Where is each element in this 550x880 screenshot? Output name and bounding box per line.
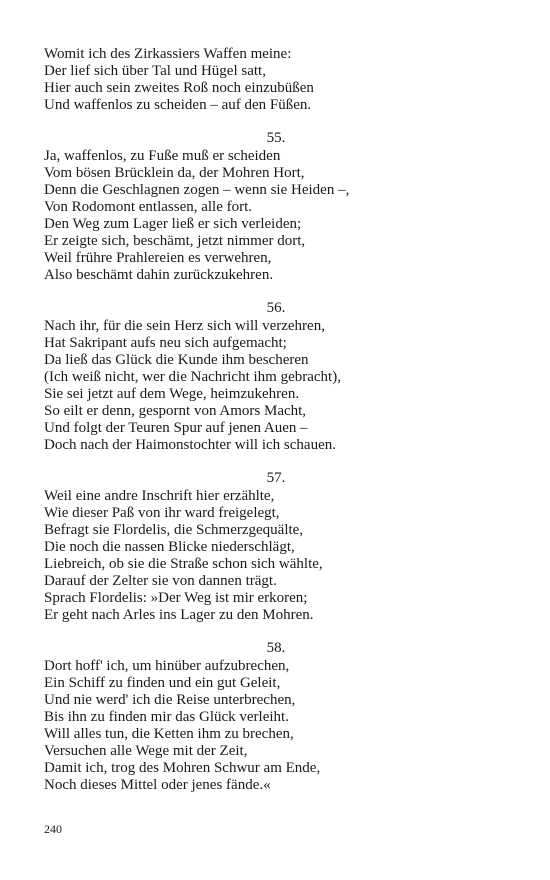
stanza-58 <box>44 640 504 794</box>
verse-line: Und waffenlos zu scheiden – auf den Füßen. <box>44 97 312 113</box>
verse-line: Weil frühre Prahlereien es verwehren, <box>44 250 272 266</box>
stanza-number: 57. <box>266 470 286 486</box>
verse-line: Dort hoff' ich, um hinüber aufzubrechen, <box>44 658 290 674</box>
verse-line: Will alles tun, die Ketten ihm zu brechen, <box>44 726 294 742</box>
verse-line: So eilt er denn, gespornt von Amors Macht, <box>44 403 307 419</box>
verse-line: Wie dieser Paß von ihr ward freigelegt, <box>44 505 280 521</box>
verse-line: (Ich weiß nicht, wer die Nachricht ihm gebracht), <box>44 369 341 385</box>
stanza-number: 58. <box>266 640 286 656</box>
verse-line: Vom bösen Brücklein da, der Mohren Hort, <box>44 165 305 181</box>
stanza-number: 55. <box>266 130 286 146</box>
verse-line: Der lief sich über Tal und Hügel satt, <box>44 63 266 79</box>
verse-line: Ein Schiff zu finden und ein gut Geleit, <box>44 675 281 691</box>
verse-line: Noch dieses Mittel oder jenes fände.« <box>44 777 271 793</box>
stanza-56 <box>44 300 504 454</box>
verse-line: Er geht nach Arles ins Lager zu den Mohren. <box>44 607 314 623</box>
page-number: 240 <box>44 822 62 836</box>
verse-line: Damit ich, trog des Mohren Schwur am Ende, <box>44 760 321 776</box>
verse-line: Doch nach der Haimonstochter will ich schauen. <box>44 437 336 453</box>
verse-line: Hat Sakripant aufs neu sich aufgemacht; <box>44 335 287 351</box>
verse-line: Befragt sie Flordelis, die Schmerzgequälte, <box>44 522 304 538</box>
verse-line: Darauf der Zelter sie von dannen trägt. <box>44 573 277 589</box>
verse-line: Denn die Geschlagnen zogen – wenn sie Heiden –, <box>44 182 350 198</box>
verse-line: Weil eine andre Inschrift hier erzählte, <box>44 488 275 504</box>
stanza-55 <box>44 130 504 284</box>
verse-line: Nach ihr, für die sein Herz sich will verzehren, <box>44 318 325 334</box>
verse-line: Hier auch sein zweites Roß noch einzubüßen <box>44 80 314 96</box>
verse-line: Von Rodomont entlassen, alle fort. <box>44 199 253 215</box>
verse-line: Versuchen alle Wege mit der Zeit, <box>44 743 248 759</box>
verse-line: Und folgt der Teuren Spur auf jenen Auen – <box>44 420 308 436</box>
book-page <box>44 46 504 810</box>
verse-line: Er zeigte sich, beschämt, jetzt nimmer dort, <box>44 233 306 249</box>
verse-line: Da ließ das Glück die Kunde ihm bescheren <box>44 352 309 368</box>
verse-line: Die noch die nassen Blicke niederschlägt, <box>44 539 295 555</box>
verse-line: Ja, waffenlos, zu Fuße muß er scheiden <box>44 148 281 164</box>
verse-line: Sprach Flordelis: »Der Weg ist mir erkoren; <box>44 590 308 606</box>
verse-line: Den Weg zum Lager ließ er sich verleiden; <box>44 216 302 232</box>
verse-line: Und nie werd' ich die Reise unterbrechen, <box>44 692 296 708</box>
verse-line: Liebreich, ob sie die Straße schon sich wählte, <box>44 556 323 572</box>
verse-line: Womit ich des Zirkassiers Waffen meine: <box>44 46 292 62</box>
verse-line: Sie sei jetzt auf dem Wege, heimzukehren. <box>44 386 300 402</box>
stanza-continuation <box>44 46 504 114</box>
stanza-number: 56. <box>266 300 286 316</box>
stanza-57 <box>44 470 504 624</box>
verse-line: Also beschämt dahin zurückzukehren. <box>44 267 274 283</box>
verse-line: Bis ihn zu finden mir das Glück verleiht. <box>44 709 289 725</box>
